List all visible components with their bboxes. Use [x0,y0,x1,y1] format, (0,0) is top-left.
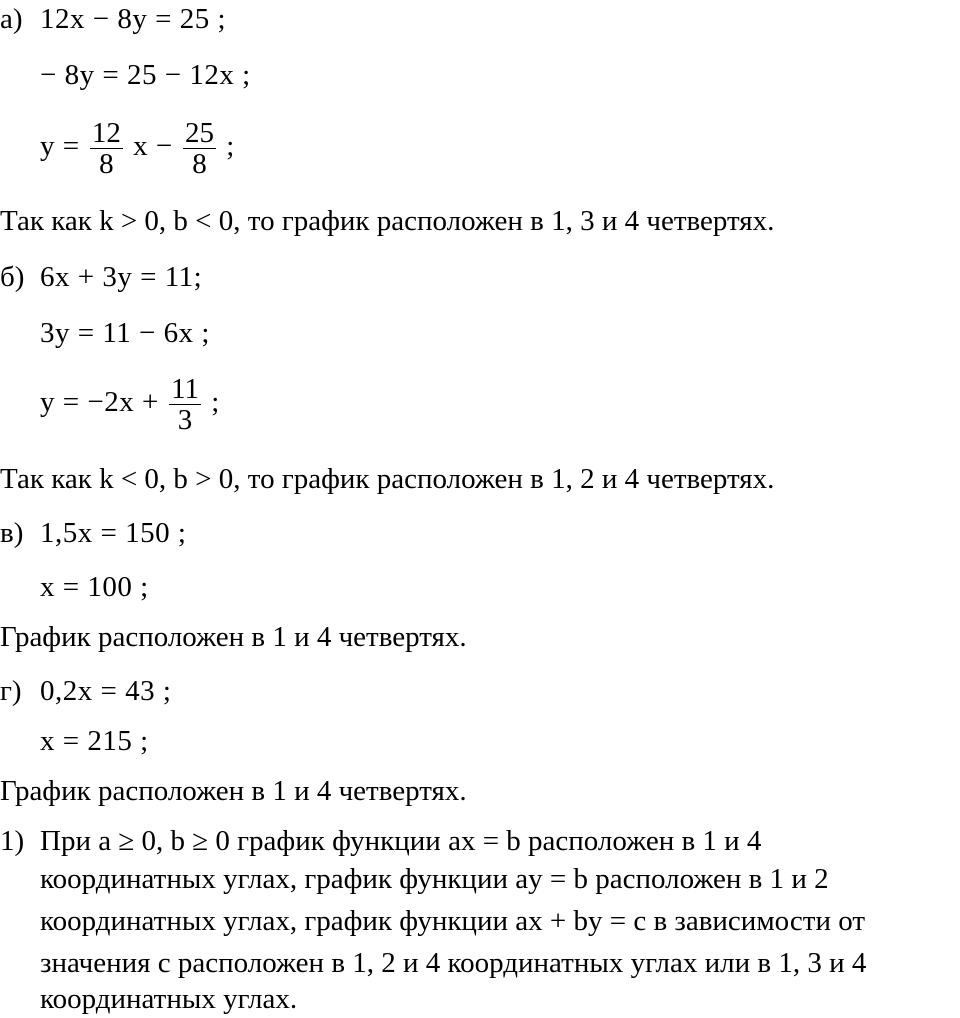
fraction-11-3: $\frac{11}{3}$ [171,373,200,436]
part-v-equation-1: в) 1,5x = 150 ; [0,517,187,549]
note-line-2: координатных углах, график функции ay = b расположен в 1 и 2 [40,863,829,895]
part-a-equation-1 [0,2,226,36]
part-b-equation-2: 3y = 11 − 6x ; [40,317,210,349]
note-line-5: координатных углах. [40,983,298,1015]
part-g-label: г) [0,675,22,707]
part-a-equation-3: y = $\frac{12}{8}$ x − $\frac{25}{8}$ ; [40,117,235,180]
part-a-equation-2: − 8y = 25 − 12x ; [40,59,251,91]
note-line-4: значения c расположен в 1, 2 и 4 координатных углах или в 1, 3 и 4 [40,947,867,979]
part-g-equation-2: x = 215 ; [40,725,149,757]
part-v-label: в) [0,517,24,549]
note-line-3: координатных углах, график функции ax + by = c в зависимости от [40,905,865,937]
note-line-1: 1) При a ≥ 0, b ≥ 0 график функции ax = b расположен в 1 и 4 [0,825,762,857]
part-v-equation-2: x = 100 ; [40,571,149,603]
note-label: 1) [0,825,25,857]
part-b-equation-3: y = −2x + $\frac{11}{3}$ ; [40,373,220,436]
part-v-conclusion: График расположен в 1 и 4 четвертях. [0,621,467,653]
part-a-label: а) [0,3,23,35]
fraction-25-8: $\frac{25}{8}$ [184,117,214,180]
part-b-label: б) [0,261,25,293]
part-g-equation-1: г) 0,2x = 43 ; [0,675,172,707]
part-a-eq1: 12x − 8y = 25 ; [40,3,227,35]
part-a-conclusion: Так как k > 0, b < 0, то график расположен в 1, 3 и 4 четвертях. [0,205,775,237]
fraction-12-8: $\frac{12}{8}$ [91,117,121,180]
part-b-conclusion: Так как k < 0, b > 0, то график расположен в 1, 2 и 4 четвертях. [0,463,775,495]
part-b-equation-1: б) 6x + 3y = 11; [0,261,203,293]
part-g-conclusion: График расположен в 1 и 4 четвертях. [0,775,467,807]
